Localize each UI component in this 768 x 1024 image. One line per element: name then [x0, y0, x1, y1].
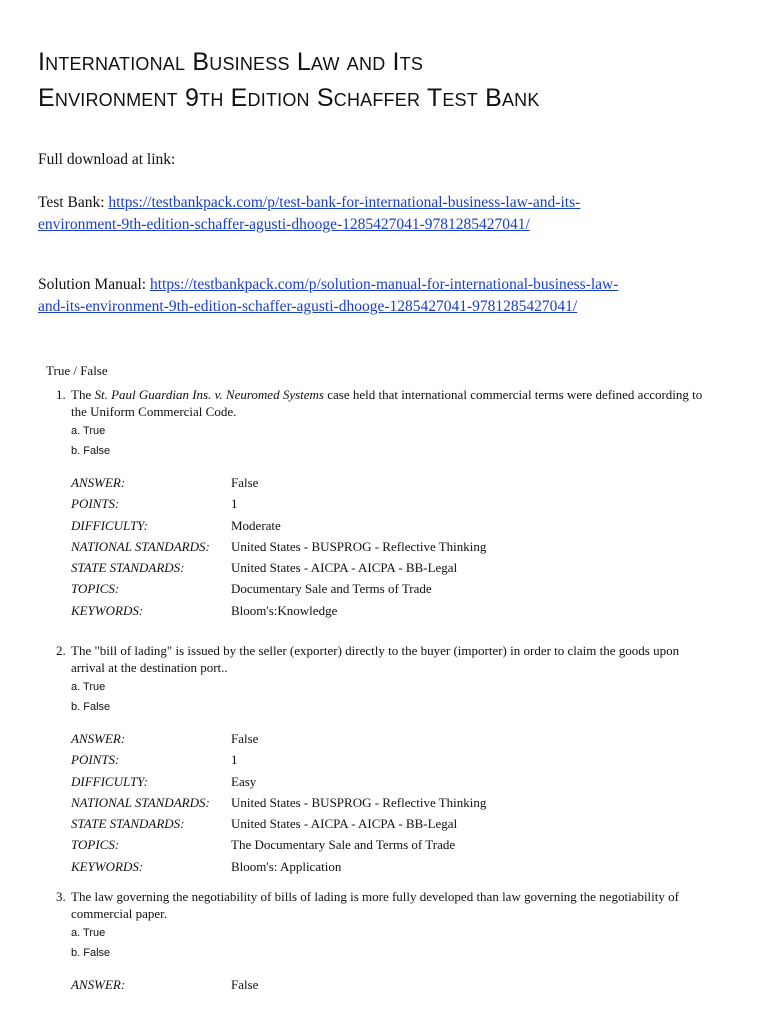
- test-bank-link-2[interactable]: environment-9th-edition-schaffer-agusti-dhooge-1285427041-9781285427041/: [38, 216, 530, 233]
- question-text: The law governing the negotiability of bills of lading is more fully developed than law governing the negotiability of commercial paper.: [71, 889, 679, 921]
- meta-row: KEYWORDS: Bloom's:Knowledge: [71, 602, 338, 618]
- meta-row: NATIONAL STANDARDS: United States - BUSPROG - Reflective Thinking: [71, 794, 487, 810]
- question-3: [56, 888, 706, 922]
- question-number: 2.: [56, 643, 66, 658]
- option-false[interactable]: b. False: [71, 445, 111, 457]
- test-bank-line: [38, 192, 718, 236]
- question-1: [56, 386, 706, 420]
- meta-row: ANSWER: False: [71, 731, 259, 746]
- document-title: [38, 44, 540, 116]
- solution-manual-line: [38, 274, 718, 318]
- option-false[interactable]: b. False: [71, 947, 111, 959]
- question-3-meta: [71, 974, 258, 995]
- question-1-meta: [71, 472, 486, 621]
- meta-row: STATE STANDARDS: United States - AICPA - AICPA - BB-Legal: [71, 560, 458, 576]
- meta-row: ANSWER: False: [71, 977, 259, 992]
- meta-row: STATE STANDARDS: United States - AICPA - AICPA - BB-Legal: [71, 816, 458, 832]
- option-true[interactable]: a. True: [71, 425, 106, 437]
- download-label: Full download at link:: [38, 151, 176, 168]
- solution-manual-link-2[interactable]: and-its-environment-9th-edition-schaffer-agusti-dhooge-1285427041-9781285427041/: [38, 298, 578, 315]
- test-bank-link-1[interactable]: https://testbankpack.com/p/test-bank-for-international-business-law-and-its-: [108, 194, 581, 211]
- meta-row: DIFFICULTY: Easy: [71, 773, 257, 789]
- solution-manual-label: Solution Manual:: [38, 276, 150, 293]
- meta-row: POINTS: 1: [71, 752, 238, 768]
- section-heading: True / False: [46, 363, 108, 378]
- question-number: 1.: [56, 387, 66, 402]
- case-name: St. Paul Guardian Ins. v. Neuromed Systems: [94, 387, 324, 402]
- title-line-2: Environment 9th Edition Schaffer Test Bank: [38, 84, 540, 112]
- option-false[interactable]: b. False: [71, 701, 111, 713]
- solution-manual-link-1[interactable]: https://testbankpack.com/p/solution-manual-for-international-business-law-: [149, 276, 619, 293]
- option-true[interactable]: a. True: [71, 927, 106, 939]
- meta-row: TOPICS: The Documentary Sale and Terms of Trade: [71, 837, 456, 853]
- title-line-1: International Business Law and Its: [38, 48, 424, 76]
- meta-row: POINTS: 1: [71, 496, 238, 512]
- question-2-meta: [71, 728, 486, 877]
- meta-row: DIFFICULTY: Moderate: [71, 517, 281, 533]
- option-true[interactable]: a. True: [71, 681, 106, 693]
- question-text: The St. Paul Guardian Ins. v. Neuromed Systems case held that international commercial terms were defined according to the Uniform Commercial Code.: [71, 387, 703, 419]
- meta-row: NATIONAL STANDARDS: United States - BUSPROG - Reflective Thinking: [71, 538, 487, 554]
- meta-row: TOPICS: Documentary Sale and Terms of Trade: [71, 581, 432, 597]
- question-text: The "bill of lading" is issued by the seller (exporter) directly to the buyer (importer) in order to claim the goods upon arrival at the destination port..: [71, 643, 680, 675]
- question-number: 3.: [56, 889, 66, 904]
- meta-row: KEYWORDS: Bloom's: Application: [71, 858, 342, 874]
- meta-row: ANSWER: False: [71, 475, 259, 490]
- question-2: [56, 642, 706, 676]
- test-bank-label: Test Bank:: [38, 194, 109, 211]
